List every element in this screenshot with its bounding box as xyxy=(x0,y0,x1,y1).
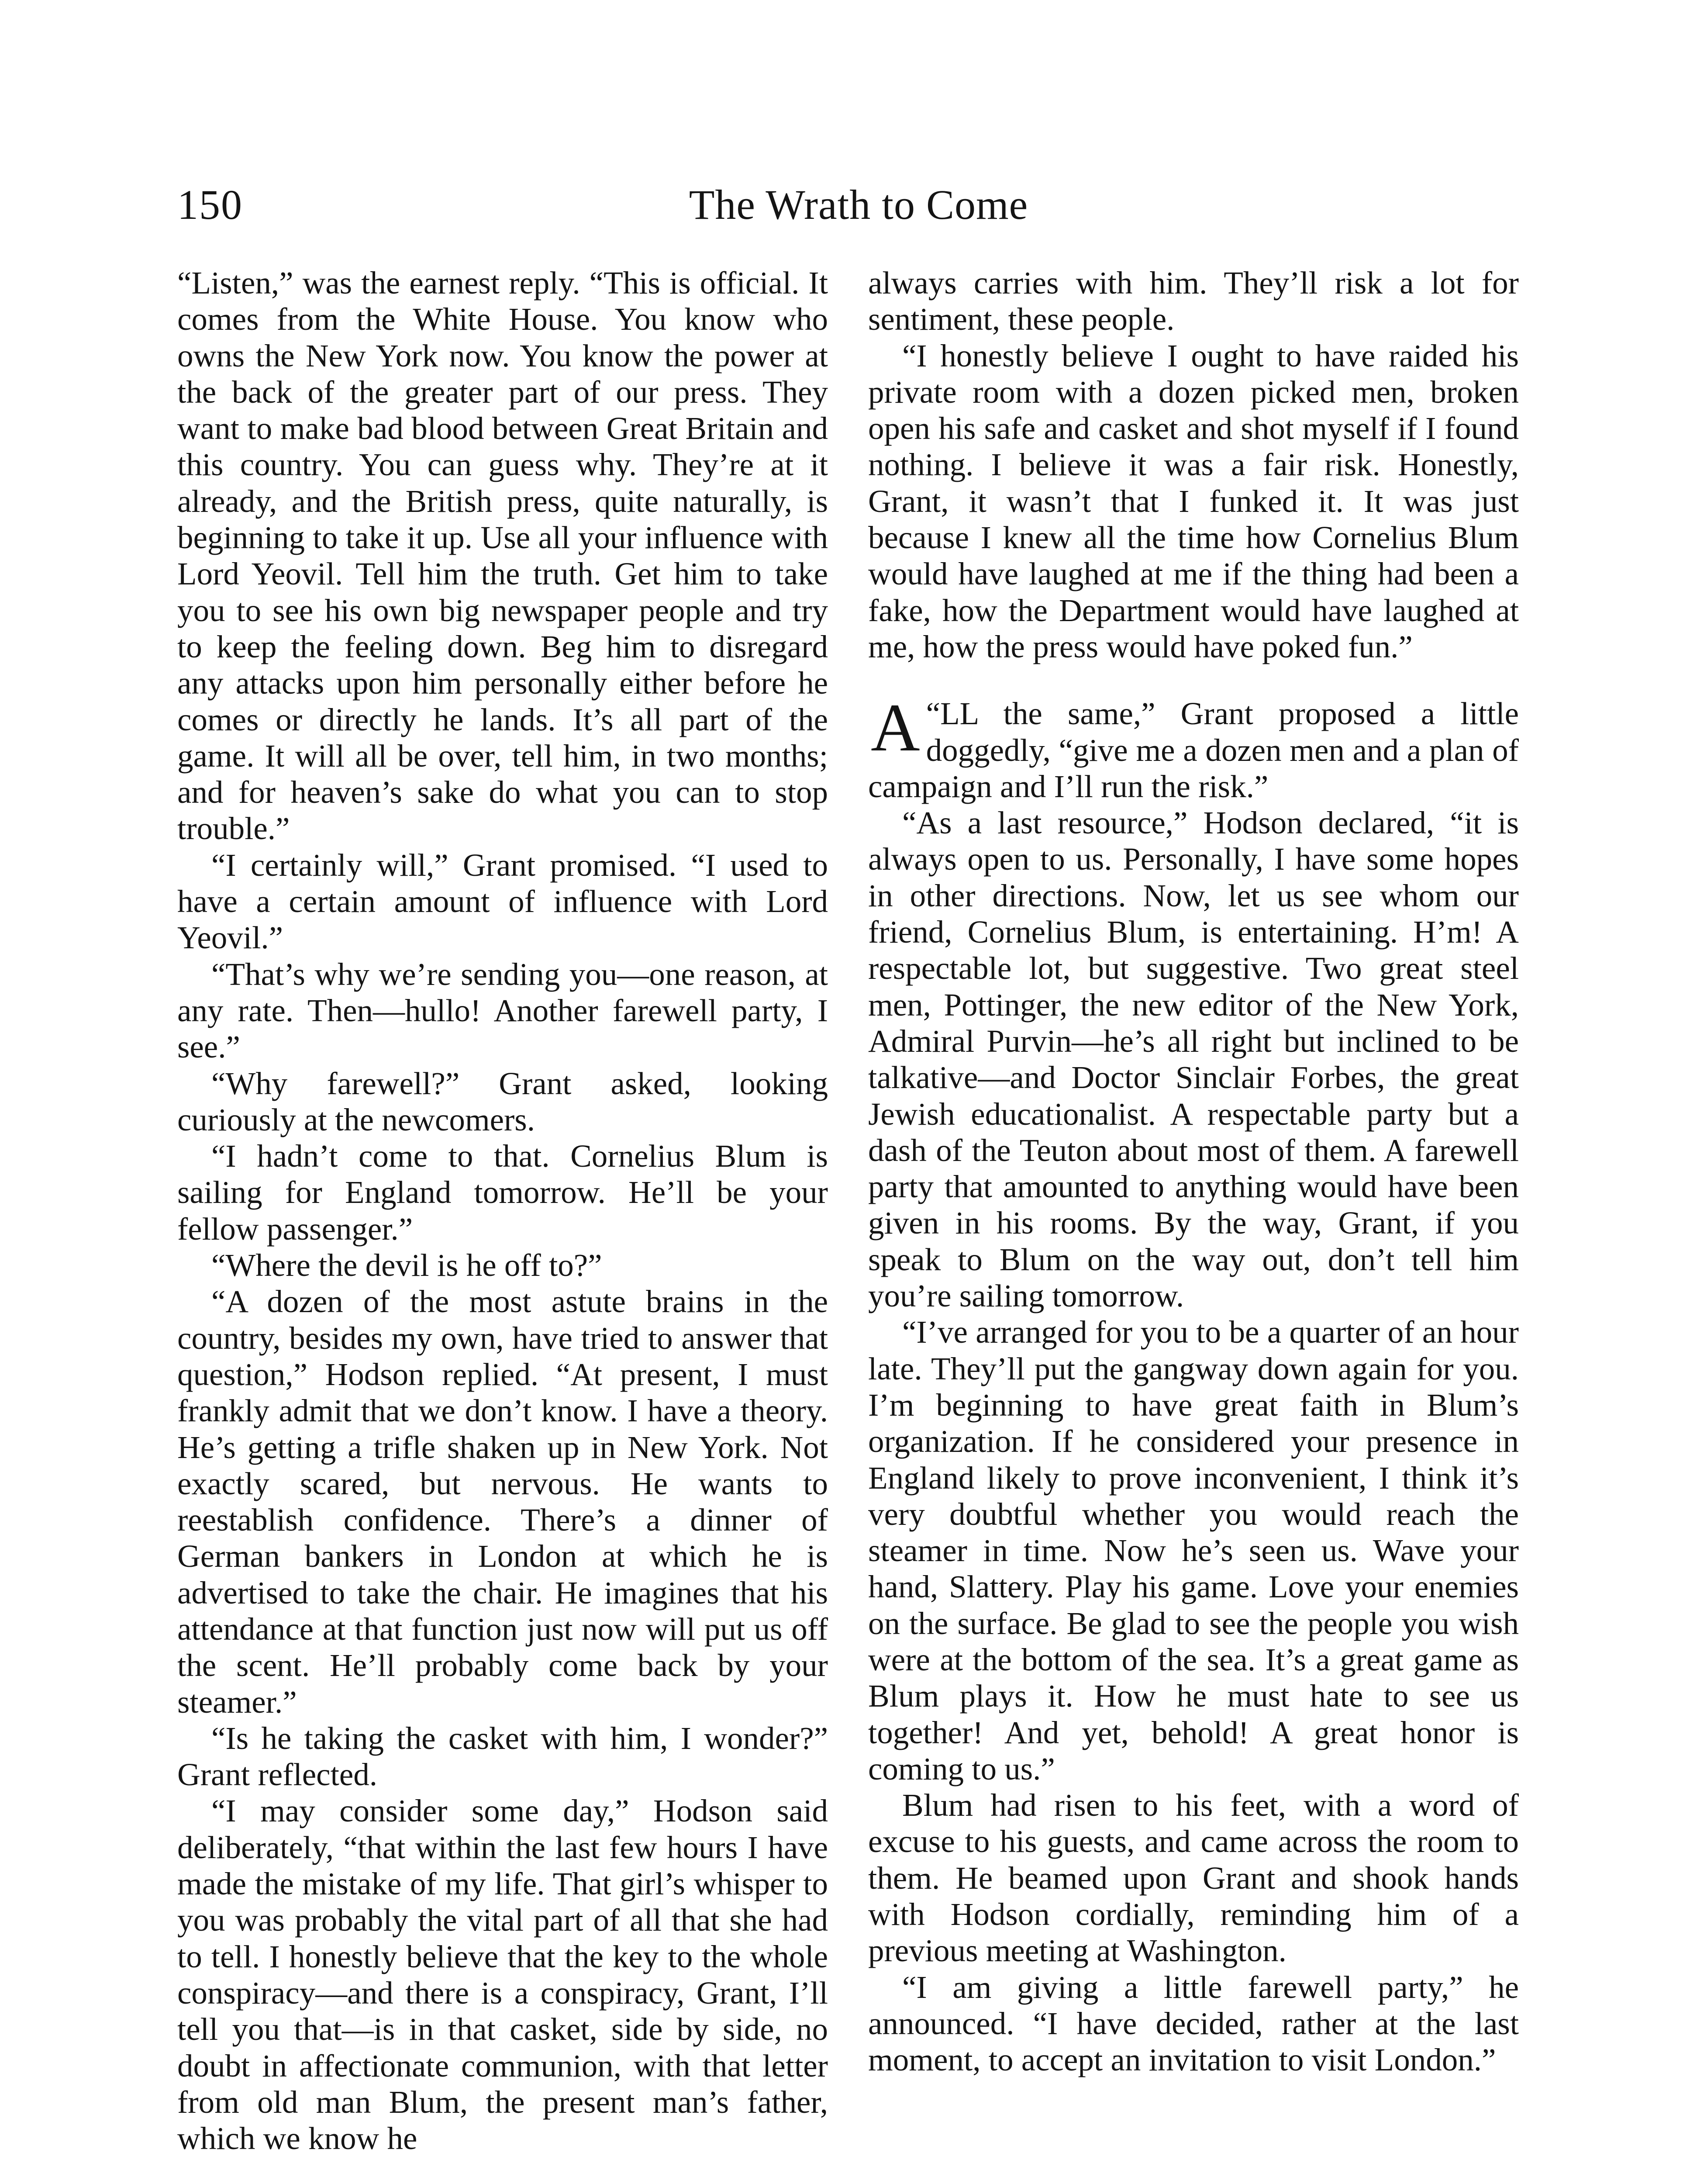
left-column xyxy=(177,265,828,2156)
section-opening-text: LL the same,” Grant proposed a little doggedly, “give me a dozen men and a plan of campaign and I’ll run the risk.” xyxy=(868,696,1519,804)
paragraph: “I may consider some day,” Hodson said deliberately, “that within the last few hours I have made the mistake of my life. That girl’s whisper to you was probably the vital part of all that she had to tell. I honestly believe that the key to the whole conspiracy—and there is a conspiracy, Grant, I’ll tell you that—is in that casket, side by side, no doubt in affectionate communion, with that letter from old man Blum, the present man’s father, which we know he xyxy=(177,1793,828,2156)
paragraph: “I certainly will,” Grant promised. “I used to have a certain amount of influence with Lord Yeovil.” xyxy=(177,847,828,956)
right-column xyxy=(868,265,1519,2078)
paragraph: “Where the devil is he off to?” xyxy=(211,1248,602,1283)
paragraph: “Listen,” was the earnest reply. “This is official. It comes from the White House. You know who owns the New York now. You know the power at the back of the greater part of our press. They want to make bad blood between Great Britain and this country. You can guess why. They’re at it already, and the British press, quite naturally, is beginning to take it up. Use all your influence with Lord Yeovil. Tell him the truth. Get him to take you to see his own big newspaper people and try to keep the feeling down. Beg him to disregard any attacks upon him personally either before he comes or directly he lands. It’s all part of the game. It will all be over, tell him, in two months; and for heaven’s sake do what you can to stop trouble.” xyxy=(177,265,828,847)
opening-quote: “ xyxy=(926,696,941,732)
paragraph: “A dozen of the most astute brains in the country, besides my own, have tried to answer that question,” Hodson replied. “At present, I must frankly admit that we don’t know. I have a theory. He’s getting a trifle shaken up in New York. Not exactly scared, but nervous. He wants to reestablish confidence. There’s a dinner of German bankers in London at which he is advertised to take the chair. He imagines that his attendance at that function just now will put us off the scent. He’ll probably come back by your steamer.” xyxy=(177,1284,828,1720)
page-number: 150 xyxy=(177,181,243,228)
paragraph: “I am giving a little farewell party,” he announced. “I have decided, rather at the last moment, to accept an invitation to visit London.” xyxy=(868,1969,1519,2078)
paragraph: Blum had risen to his feet, with a word of excuse to his guests, and came across the room to them. He beamed upon Grant and shook hands with Hodson cordially, reminding him of a previous meeting at Washington. xyxy=(868,1787,1519,1969)
paragraph: “Why farewell?” Grant asked, looking curiously at the newcomers. xyxy=(177,1065,828,1137)
running-title: The Wrath to Come xyxy=(689,181,1028,228)
paragraph: “That’s why we’re sending you—one reason, at any rate. Then—hullo! Another farewell party, I see.” xyxy=(177,956,828,1065)
paragraph: “I’ve arranged for you to be a quarter of an hour late. They’ll put the gangway down again for you. I’m beginning to have great faith in Blum’s organization. If he considered your presence in England likely to prove inconvenient, I think it’s very doubtful whether you would reach the steamer in time. Now he’s seen us. Wave your hand, Slattery. Play his game. Love your enemies on the surface. Be glad to see the people you wish were at the bottom of the sea. It’s a great game as Blum plays it. How he must hate to see us together! And yet, behold! A great honor is coming to us.” xyxy=(868,1314,1519,1787)
paragraph: always carries with him. They’ll risk a lot for sentiment, these people. xyxy=(868,265,1519,337)
paragraph: “I hadn’t come to that. Cornelius Blum is sailing for England tomorrow. He’ll be your fellow passenger.” xyxy=(177,1138,828,1247)
page-header xyxy=(177,176,1540,238)
drop-cap: A xyxy=(871,690,920,766)
paragraph: “Is he taking the casket with him, I wonder?” Grant reflected. xyxy=(177,1720,828,1793)
section-opening-paragraph xyxy=(868,690,1519,805)
paragraph: “I honestly believe I ought to have raided his private room with a dozen picked men, broken open his safe and casket and shot myself if I found nothing. I believe it was a fair risk. Honestly, Grant, it wasn’t that I funked it. It was just because I knew all the time how Cornelius Blum would have laughed at me if the thing had been a fake, how the Department would have laughed at me, how the press would have poked fun.” xyxy=(868,338,1519,664)
paragraph: “As a last resource,” Hodson declared, “it is always open to us. Personally, I have some hopes in other directions. Now, let us see whom our friend, Cornelius Blum, is entertaining. H’m! A respectable lot, but suggestive. Two great steel men, Pottinger, the new editor of the New York, Admiral Purvin—he’s all right but inclined to be talkative—and Doctor Sinclair Forbes, the great Jewish educationalist. A respectable party but a dash of the Teuton about most of them. A farewell party that amounted to anything would have been given in his rooms. By the way, Grant, if you speak to Blum on the way out, don’t tell him you’re sailing tomorrow. xyxy=(868,805,1519,1314)
